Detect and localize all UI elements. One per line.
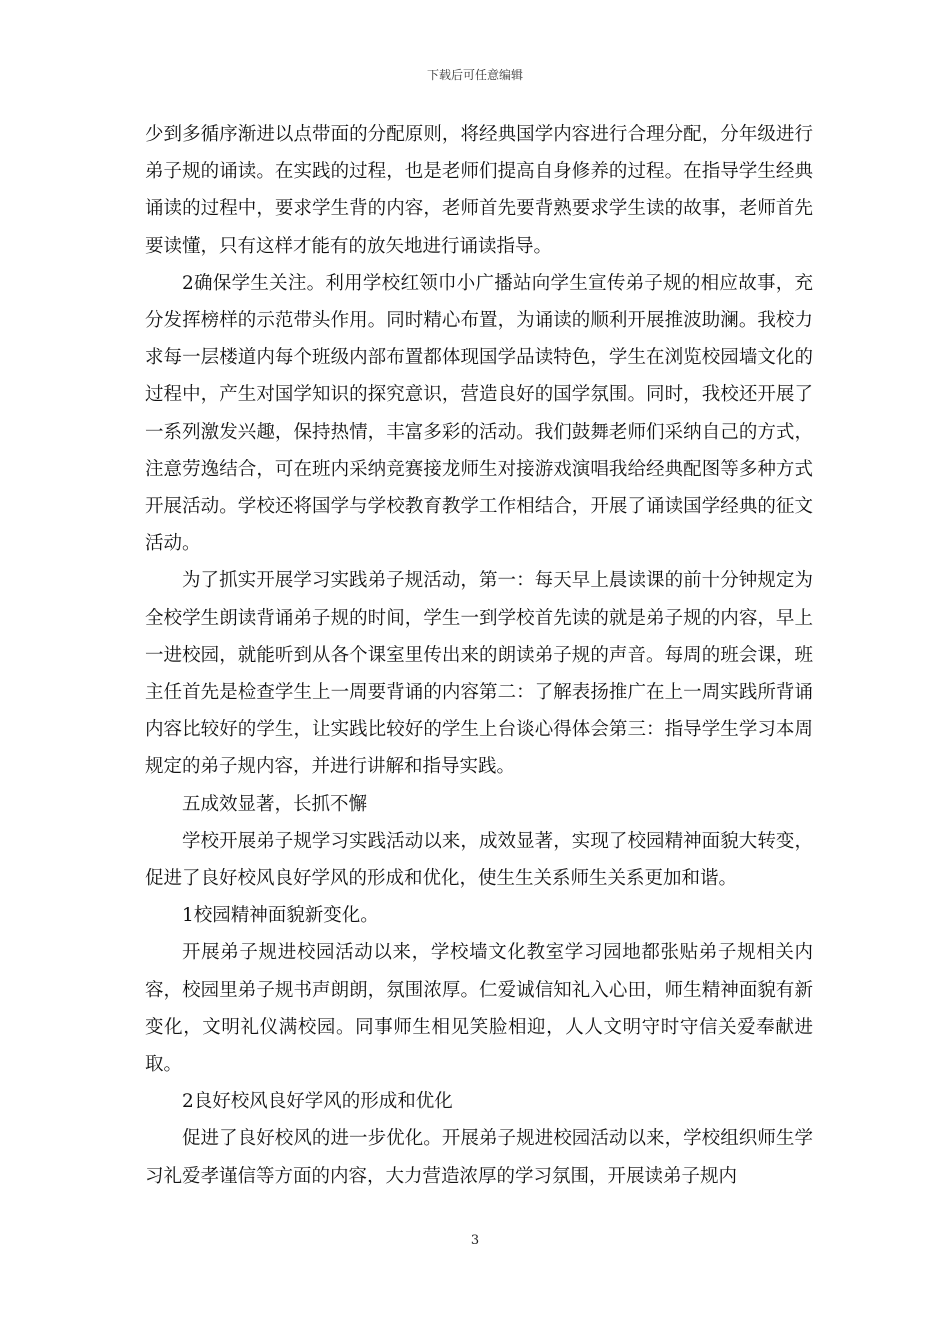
page-number: 3 [470,1233,480,1248]
page-header: 下载后可任意编辑 [426,68,523,82]
paragraph-practice-activities: 为了抓实开展学习实践弟子规活动，第一：每天早上晨读课的前十分钟规定为全校学生朗读背诵弟子规的时间，学生一到学校首先读的就是弟子规的内容，早上一进校园，就能听到从各个课室里传出来的朗读弟子规的声音。每周的班会课，班主任首先是检查学生上一周要背诵的内容第二：了解表扬推广在上一周实践所背诵内容比较好的学生，让实践比较好的学生上台谈心得体会第三：指导学生学习本周规定的弟子规内容，并进行讲解和指导实践。 [145,570,813,778]
paragraph-school-atmosphere: 促进了良好校风的进一步优化。开展弟子规进校园活动以来，学校组织师生学习礼爱孝谨信等方面的内容，大力营造浓厚的学习氛围，开展读弟子规内 [145,1128,813,1187]
paragraph-results-summary: 学校开展弟子规学习实践活动以来，成效显著，实现了校园精神面貌大转变，促进了良好校风良好学风的形成和优化，使生生关系师生关系更加和谐。 [145,830,813,890]
paragraph-continuation: 少到多循序渐进以点带面的分配原则，将经典国学内容进行合理分配，分年级进行弟子规的诵读。在实践的过程，也是老师们提高自身修养的过程。在指导学生经典诵读的过程中，要求学生背的内容，老师首先要背熟要求学生读的故事，老师首先要读懂，只有这样才能有的放矢地进行诵读指导。 [145,124,813,257]
paragraph-student-attention: 2确保学生关注。利用学校红领巾小广播站向学生宣传弟子规的相应故事，充分发挥榜样的示范带头作用。同时精心布置，为诵读的顺利开展推波助澜。我校力求每一层楼道内每个班级内部布置都体现国学品读特色，学生在浏览校园墙文化的过程中，产生对国学知识的探究意识，营造良好的国学氛围。同时，我校还开展了一系列激发兴趣，保持热情，丰富多彩的活动。我们鼓舞老师们采纳自己的方式，注意劳逸结合，可在班内采纳竞赛接龙师生对接游戏演唱我给经典配图等多种方式开展活动。学校还将国学与学校教育教学工作相结合，开展了诵读国学经典的征文活动。 [145,272,813,555]
subheading-campus-spirit: 1校园精神面貌新变化。 [182,905,379,927]
section-heading-results: 五成效显著，长抓不懈 [182,793,368,815]
document-body [145,116,813,1195]
subheading-school-atmosphere: 2良好校风良好学风的形成和优化 [182,1091,453,1113]
paragraph-campus-spirit: 开展弟子规进校园活动以来，学校墙文化教室学习园地都张贴弟子规相关内容，校园里弟子规书声朗朗，氛围浓厚。仁爱诚信知礼入心田，师生精神面貌有新变化，文明礼仪满校园。同事师生相见笑脸相迎，人人文明守时守信关爱奉献进取。 [145,942,813,1076]
